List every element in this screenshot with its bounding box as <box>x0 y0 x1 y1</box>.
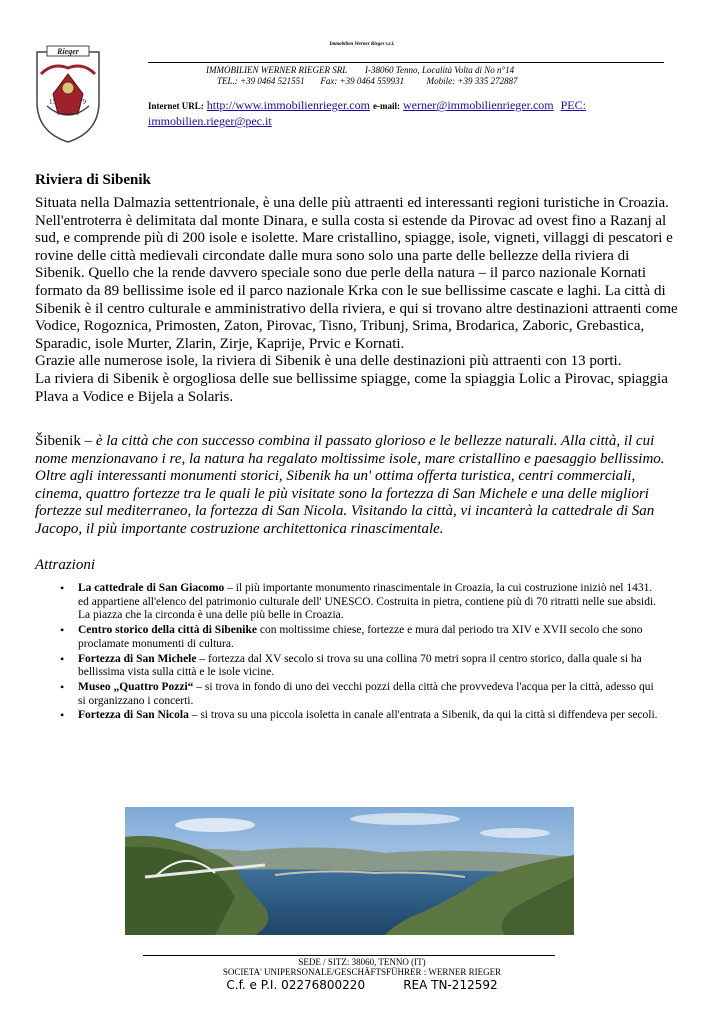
footer-address: SEDE / SITZ: 38060, TENNO (IT) <box>298 957 426 967</box>
attraction-description: – il più importante monumento rinascimentale in Croazia, la cui costruzione iniziò nel 1431. ed appartiene all'elenco del patrimonio culturale dell' UNESCO. Costruita in pietra, contiene più di 70 ritratti nelle sue absidi. La piazza che la circonda è una delle più belle in Croazia. <box>78 582 657 622</box>
attraction-name: Museo „Quattro Pozzi“ <box>78 680 194 693</box>
sibenik-paragraph <box>35 433 680 539</box>
pec-label[interactable]: PEC: <box>560 98 586 112</box>
company-logo-crest <box>33 44 103 144</box>
beaches-paragraph: La riviera di Sibenik è orgogliosa delle sue bellissime spiagge, come la spiaggia Lolic a Pirovac, spiaggia Plava a Vodice e Bijela a Solaris. <box>35 371 668 405</box>
email-link[interactable]: werner@immobilienrieger.com <box>402 98 554 112</box>
footer-divider <box>143 955 555 956</box>
ports-sentence: Grazie alle numerose isole, la riviera di Sibenik è una delle destinazioni più attraenti con 13 porti. <box>35 353 622 370</box>
attraction-name: La cattedrale di San Giacomo <box>78 582 225 594</box>
svg-text:79: 79 <box>79 98 86 106</box>
attraction-name: Fortezza di San Nicola <box>78 709 189 722</box>
attractions-list <box>52 582 664 724</box>
panorama-photo <box>125 807 574 935</box>
svg-text:Rieger: Rieger <box>57 47 79 56</box>
intro-text: Situata nella Dalmazia settentrionale, è una delle più attraenti ed interessanti regioni turistiche in Croazia. Nell'entroterra è delimitata dal monte Dinara, e sulla costa si estende da Pirovac ad ovest fino a Razanj al sud, e comprende più di 200 isole e isolette. Mare cristallino, spiagge, isole, vigneti, villaggi di pescatori e rovine delle città medievali circondate dalle mura sono solo una parte delle bellezze della riviera di Sibenik. Quello che la rende davvero speciale sono due perle della natura – il parco nazionale Kornati formato da 89 bellissime isole ed il parco nazionale Krka con le sue bellissime cascate e laghi. La città di Sibenik è il centro culturale e amministrativo della riviera, e qui si trovano altre destinazioni attraenti come Vodice, Rogoznica, Primosten, Zaton, Pirovac, Tisno, Tribunj, Srima, Brodarica, Zaboric, Grebastica, Sparadic, isole Murter, Zlarin, Zirje, Kaprije, Prvic e Kornati. <box>35 195 678 352</box>
attraction-name: Centro storico della città di Sibenike <box>78 624 257 637</box>
attractions-heading: Attrazioni <box>35 557 96 573</box>
page-title: Riviera di Sibenik <box>35 172 151 188</box>
company-phones: TEL.: +39 0464 521551 Fax: +39 0464 559931 Mobile: +39 335 272887 <box>217 76 518 86</box>
list-item <box>52 709 664 723</box>
sibenik-text: – è la città che con successo combina il passato glorioso e le bellezze naturali. Alla città, il cui nome menzionavano i re, la natura ha regalato moltissime isole, mare cristallino e paesaggio bellissimo. Oltre agli interessanti monumenti storici, Sibenik ha un' ottima offerta turistica, centri commerciali, cinema, quattro fortezze tra le quali le più visitate sono la fortezza di San Michele e una delle migliori fortezze sul mediterraneo, la fortezza di San Nicola. Visitando la città, vi incanterà la cattedrale di San Jacopo, il più importante costruzione architettonica rinascimentale. <box>35 433 665 537</box>
header-divider <box>148 62 664 63</box>
sibenik-lead: Šibenik <box>35 433 81 449</box>
pec-link[interactable]: immobilien.rieger@pec.it <box>148 114 272 128</box>
contact-block <box>148 98 668 129</box>
attraction-description: con moltissime chiese, fortezze e mura dal periodo tra XIV e XVII secolo che sono proclamate monumenti di cultura. <box>78 624 643 650</box>
list-item <box>52 624 664 651</box>
svg-text:15: 15 <box>49 98 56 106</box>
list-item <box>52 653 664 680</box>
attraction-name: Fortezza di San Michele <box>78 652 197 665</box>
footer-company-info: SOCIETA' UNIPERSONALE/GESCHÄFTSFÜHRER : WERNER RIEGER <box>222 967 502 977</box>
list-item <box>52 681 664 708</box>
footer-tax-info: C.f. e P.I. 02276800220 REA TN-212592 <box>226 978 498 992</box>
internet-label: Internet URL: <box>148 101 204 111</box>
attraction-description: – si trova in fondo di uno dei vecchi pozzi della città che provvedeva l'acqua per la città, adesso qui si organizzano i concerti. <box>78 680 654 707</box>
attraction-description: – fortezza dal XV secolo si trova su una collina 70 metri sopra il centro storico, dalla quale si ha bellissima vista sulla città e le isole vicine. <box>78 652 642 679</box>
list-item <box>52 582 664 623</box>
company-header-note: Immobilien Werner Rieger s.r.l. <box>329 42 395 47</box>
email-label: e-mail: <box>372 101 400 111</box>
attraction-description: – si trova su una piccola isoletta in canale all'entrata a Sibenik, da qui la città si diffendeva per secoli. <box>188 709 658 722</box>
company-address: IMMOBILIEN WERNER RIEGER SRL I-38060 Tenno, Località Volta di No n°14 <box>206 65 515 75</box>
intro-paragraph <box>35 195 680 371</box>
website-link[interactable]: http://www.immobilienrieger.com <box>206 98 370 112</box>
